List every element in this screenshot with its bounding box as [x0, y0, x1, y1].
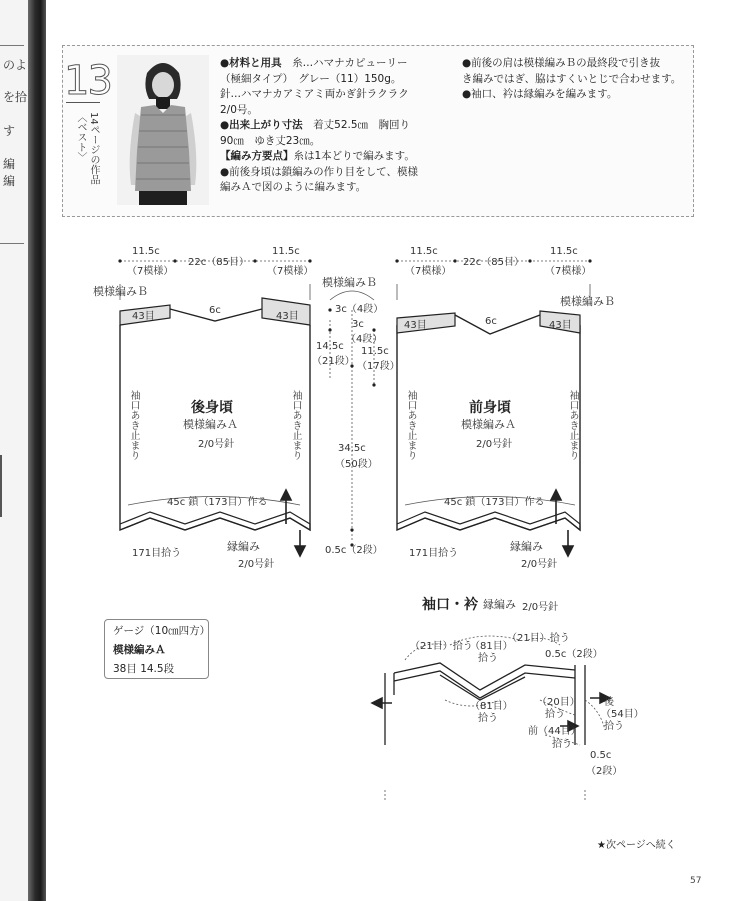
front-shoulder-stitch-label: 模様編みＢ [560, 295, 615, 308]
back-top-right-width: 11.5c [272, 246, 300, 257]
back-bottom-width: 45c 鎖（173目）作る [167, 497, 268, 508]
back-armhole-right: 袖口あき止まり [290, 390, 301, 460]
materials-line: 編みＡで図のように編みます。 [220, 181, 367, 193]
back-armhole-left: 袖口あき止まり [128, 390, 139, 460]
back-shoulder-left-count: 43目 [132, 311, 155, 322]
caption-item: 〈ベスト〉 [75, 112, 86, 162]
back-body-needle: 2/0号針 [198, 439, 235, 450]
dim-armhole-back: 14.5c [316, 341, 344, 352]
dim-shoulder-rows: 3c（4段） [335, 304, 384, 315]
materials-line: 2/0号。 [220, 103, 258, 116]
front-body-stitch: 模様編みＡ [461, 418, 516, 431]
back-body-title: 後身頃 [191, 400, 233, 416]
front-bottom-pickup: 171目拾う [409, 548, 459, 559]
collar-needle: 2/0号針 [522, 602, 559, 613]
armhole-border-depth: 0.5c [590, 750, 612, 761]
dim-body-length: 34.5c [338, 443, 366, 454]
prev-page-fragment: を拾 [3, 90, 28, 104]
dim-body-length-rows: （50段） [335, 459, 378, 470]
front-neck-depth: 6c [485, 316, 497, 327]
front-top-right-width: 11.5c [550, 246, 578, 257]
continued-note: ★次ページへ続く [597, 840, 676, 851]
collar-neck-pickup: （81目） [470, 641, 513, 652]
armhole-border-rows: （2段） [586, 766, 623, 777]
front-top-center-width: 22c（85目） [463, 257, 524, 268]
front-border-label: 縁編み [510, 540, 543, 553]
pattern-number: 13 [64, 58, 111, 104]
back-top-center-width: 22c（85目） [188, 257, 249, 268]
front-body-needle: 2/0号針 [476, 439, 513, 450]
caption-page-ref: 14ページの作品 [88, 112, 99, 185]
back-bottom-border [120, 512, 310, 530]
collar-neckline-outer [394, 663, 575, 690]
materials-line: ●前後身頃は鎖編みの作り目をして、模様 [220, 165, 418, 178]
collar-back-neck-pickup-note: 拾う [478, 713, 498, 724]
armhole-front-pickup-note: 拾う [552, 739, 572, 750]
dim-border-depth: 0.5c（2段） [325, 545, 383, 556]
collar-back-neck-pickup: （81目） [470, 701, 513, 712]
back-shoulder-right-count: 43目 [276, 311, 299, 322]
gauge-value: 38目 14.5段 [113, 663, 175, 675]
armhole-back-pickup: （54目） [601, 709, 644, 720]
armhole-pickup: （20目） [537, 697, 580, 708]
gauge-box [104, 619, 209, 679]
materials-line: ●材料と用具 糸…ハマナカピューリー [220, 57, 408, 69]
materials-line: （極細タイプ） グレー（11）150g。 [220, 72, 402, 85]
prev-page-fragment: 編 [3, 174, 16, 188]
front-armhole-right: 袖口あき止まり [567, 390, 578, 460]
dim-armhole-front-rows: （17段） [357, 361, 400, 372]
armhole-back-pickup-note: 拾う [604, 721, 624, 732]
collar-neck-pickup-note: 拾う [478, 653, 498, 664]
front-top-right-repeats: （7模様） [545, 266, 592, 277]
back-shoulder-stitch-label-right: 模様編みＢ [322, 276, 377, 289]
front-shoulder-right-count: 43目 [549, 320, 572, 331]
front-neckline [455, 315, 540, 334]
collar-border-depth: 0.5c（2段） [545, 649, 603, 660]
front-shoulder-left-count: 43目 [404, 320, 427, 331]
front-bottom-border [397, 512, 580, 530]
dim-armhole-front: 11.5c [361, 346, 389, 357]
collar-subtitle: 縁編み [483, 598, 516, 611]
front-top-left-repeats: （7模様） [405, 266, 452, 277]
prev-page-fragment: のよ [3, 58, 28, 72]
page-number: 57 [690, 876, 702, 886]
notes-line: ●前後の肩は模様編みＢの最終段で引き抜 [462, 57, 661, 69]
front-top-left-width: 11.5c [410, 246, 438, 257]
materials-line: ●出来上がり寸法 着丈52.5㎝ 胸回り [220, 119, 411, 131]
back-shoulder-stitch-label: 模様編みＢ [93, 285, 148, 298]
materials-line: 針…ハマナカアミアミ両かぎ針ラクラク [220, 88, 409, 100]
front-border-needle: 2/0号針 [521, 559, 558, 570]
notes-line: ●袖口、衿は縁編みを編みます。 [462, 88, 618, 100]
materials-line: 【編み方要点】糸は1本どりで編みます。 [220, 150, 415, 162]
armhole-front-pickup: 前（44目） [528, 726, 581, 737]
collar-title: 袖口・衿 [422, 597, 478, 613]
back-top-right-repeats: （7模様） [267, 266, 314, 277]
front-armhole-left: 袖口あき止まり [405, 390, 416, 460]
gauge-stitch: 模様編みＡ [113, 644, 166, 656]
collar-left-pickup: （21目）拾う [410, 641, 473, 652]
armhole-pickup-note: 拾う [545, 709, 565, 720]
gauge-title: ゲージ（10㎝四方） [113, 625, 211, 637]
back-neck-depth: 6c [209, 305, 221, 316]
notes-line: き編みではぎ、脇はすくいとじで合わせます。 [462, 72, 682, 85]
materials-line: 90㎝ ゆき丈23㎝。 [220, 134, 321, 147]
prev-page-fragment: す [3, 124, 16, 138]
back-bottom-pickup: 171目拾う [132, 548, 182, 559]
front-body-title: 前身頃 [469, 400, 511, 416]
dim-armhole-back-rows: （21段） [312, 356, 355, 367]
back-top-left-repeats: （7模様） [127, 266, 174, 277]
armhole-back-label: 後 [604, 697, 614, 708]
back-body-stitch: 模様編みＡ [183, 418, 238, 431]
back-top-left-width: 11.5c [132, 246, 160, 257]
prev-page-fragment: 編 [3, 157, 16, 171]
dim-neck-front: 3c [352, 319, 364, 330]
collar-right-pickup: （21目）拾う [507, 633, 570, 644]
back-border-label: 縁編み [227, 540, 260, 553]
back-border-needle: 2/0号針 [238, 559, 275, 570]
front-bottom-width: 45c 鎖（173目）作る [444, 497, 545, 508]
dim-neck-front-rows: （4段） [346, 334, 383, 345]
